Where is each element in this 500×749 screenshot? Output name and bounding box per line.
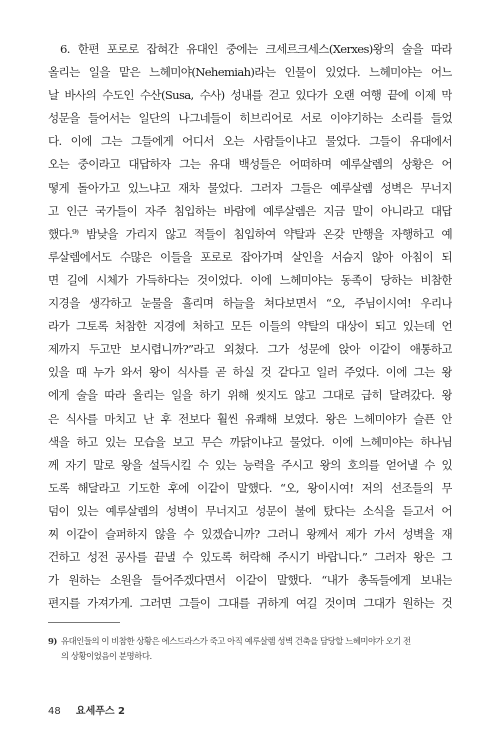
body-line: 제까지 두고만 보시렵니까?”라고 외쳤다. 그가 성문에 앉아 이같이 애통하고 bbox=[48, 342, 452, 357]
body-line: 라가 그토록 처참한 지경에 처하고 모든 이들의 약탈의 대상이 되고 있는데 언 bbox=[48, 319, 452, 334]
body-line: 도록 해달라고 기도한 후에 이같이 말했다. “오, 왕이시여! 저의 선조들의 무 bbox=[48, 480, 452, 495]
page-number: 48 bbox=[48, 706, 61, 717]
body-line: 6. 한편 포로로 잡혀간 유대인 중에는 크세르크세스(Xerxes)왕의 술을 따라 bbox=[60, 42, 452, 56]
body-line: 있을 때 누가 와서 왕이 식사를 곧 하실 것 같다고 일러 주었다. 이에 그는 왕 bbox=[48, 365, 452, 380]
body-line: 편지를 가져가게. 그러면 그들이 그대를 귀하게 여길 것이며 그대가 원하는 것 bbox=[48, 596, 452, 611]
footnote-divider bbox=[48, 622, 120, 623]
footnote-number: 9) bbox=[48, 636, 57, 646]
body-line: 다. 이에 그는 그들에게 어디서 오는 사람들이냐고 물었다. 그들이 유대에서 bbox=[48, 134, 452, 149]
body-line: 떻게 돌아가고 있느냐고 재차 물었다. 그러자 그들은 예루살렘 성벽은 무너지 bbox=[48, 180, 452, 195]
body-line: 올리는 일을 맡은 느헤미야(Nehemiah)라는 인물이 있었다. 느헤미야는 어느 bbox=[48, 65, 452, 80]
footnote-text: 유대인들의 이 비참한 상황은 에스드라스가 죽고 아직 예루살렘 성벽 건축을 담당할 느헤미야가 오기 전 의 상황이었음이 분명하다. bbox=[61, 636, 411, 661]
body-line: 덤이 있는 예루살렘의 성벽이 무너지고 성문이 불에 탔다는 소식을 듣고서 어 bbox=[48, 503, 452, 518]
body-line: 성문을 들어서는 일단의 나그네들이 히브리어로 서로 이야기하는 소리를 들었 bbox=[48, 111, 452, 126]
body-line: 가 원하는 소원을 들어주겠다면서 이같이 말했다. “내가 총독들에게 보내는 bbox=[48, 573, 452, 588]
body-line: 색을 하고 있는 모습을 보고 무슨 까닭이냐고 물었다. 이에 느헤미야는 하나님 bbox=[48, 434, 452, 449]
body-line: 은 식사를 마치고 난 후 전보다 훨씬 유쾌해 보였다. 왕은 느헤미야가 슬픈 안 bbox=[48, 411, 452, 426]
footnote bbox=[48, 634, 452, 664]
body-line: 건하고 성전 공사를 끝낼 수 있도록 허락해 주시기 바랍니다.” 그러자 왕은 그 bbox=[48, 550, 452, 565]
body-line: 했다.⁹⁾ 밤낮을 가리지 않고 적들이 침입하여 약탈과 온갖 만행을 자행하고 예 bbox=[48, 226, 452, 241]
body-line: 께 자기 말로 왕을 설득시킬 수 있는 능력을 주시고 왕의 호의를 얻어낼 수 있 bbox=[48, 457, 452, 472]
running-title: 요세푸스 2 bbox=[75, 706, 126, 717]
body-text bbox=[48, 38, 452, 615]
page-footer bbox=[48, 702, 125, 717]
body-line: 면 길에 시체가 가득하다는 것이었다. 이에 느헤미야는 동족이 당하는 비참한 bbox=[48, 272, 452, 287]
body-line: 루살렘에서도 수많은 이들을 포로로 잡아가며 살인을 서슴지 않아 아침이 되 bbox=[48, 249, 452, 264]
body-line: 고 인근 국가들이 자주 침입하는 바람에 예루살렘은 지금 말이 아니라고 대답 bbox=[48, 203, 452, 218]
body-line: 오는 중이라고 대답하자 그는 유대 백성들은 어떠하며 예루살렘의 상황은 어 bbox=[48, 157, 452, 172]
body-line: 날 바사의 수도인 수산(Susa, 수사) 성내를 걷고 있다가 오랜 여행 끝에 이제 막 bbox=[48, 88, 452, 103]
body-line: 찌 이같이 슬퍼하지 않을 수 있겠습니까? 그러니 왕께서 제가 가서 성벽을 재 bbox=[48, 526, 452, 541]
body-line: 에게 술을 따라 올리는 일을 하기 위해 씻지도 않고 그대로 급히 달려갔다. 왕 bbox=[48, 388, 452, 403]
body-line: 지경을 생각하고 눈물을 흘리며 하늘을 쳐다보면서 “오, 주님이시여! 우리나 bbox=[48, 296, 452, 311]
